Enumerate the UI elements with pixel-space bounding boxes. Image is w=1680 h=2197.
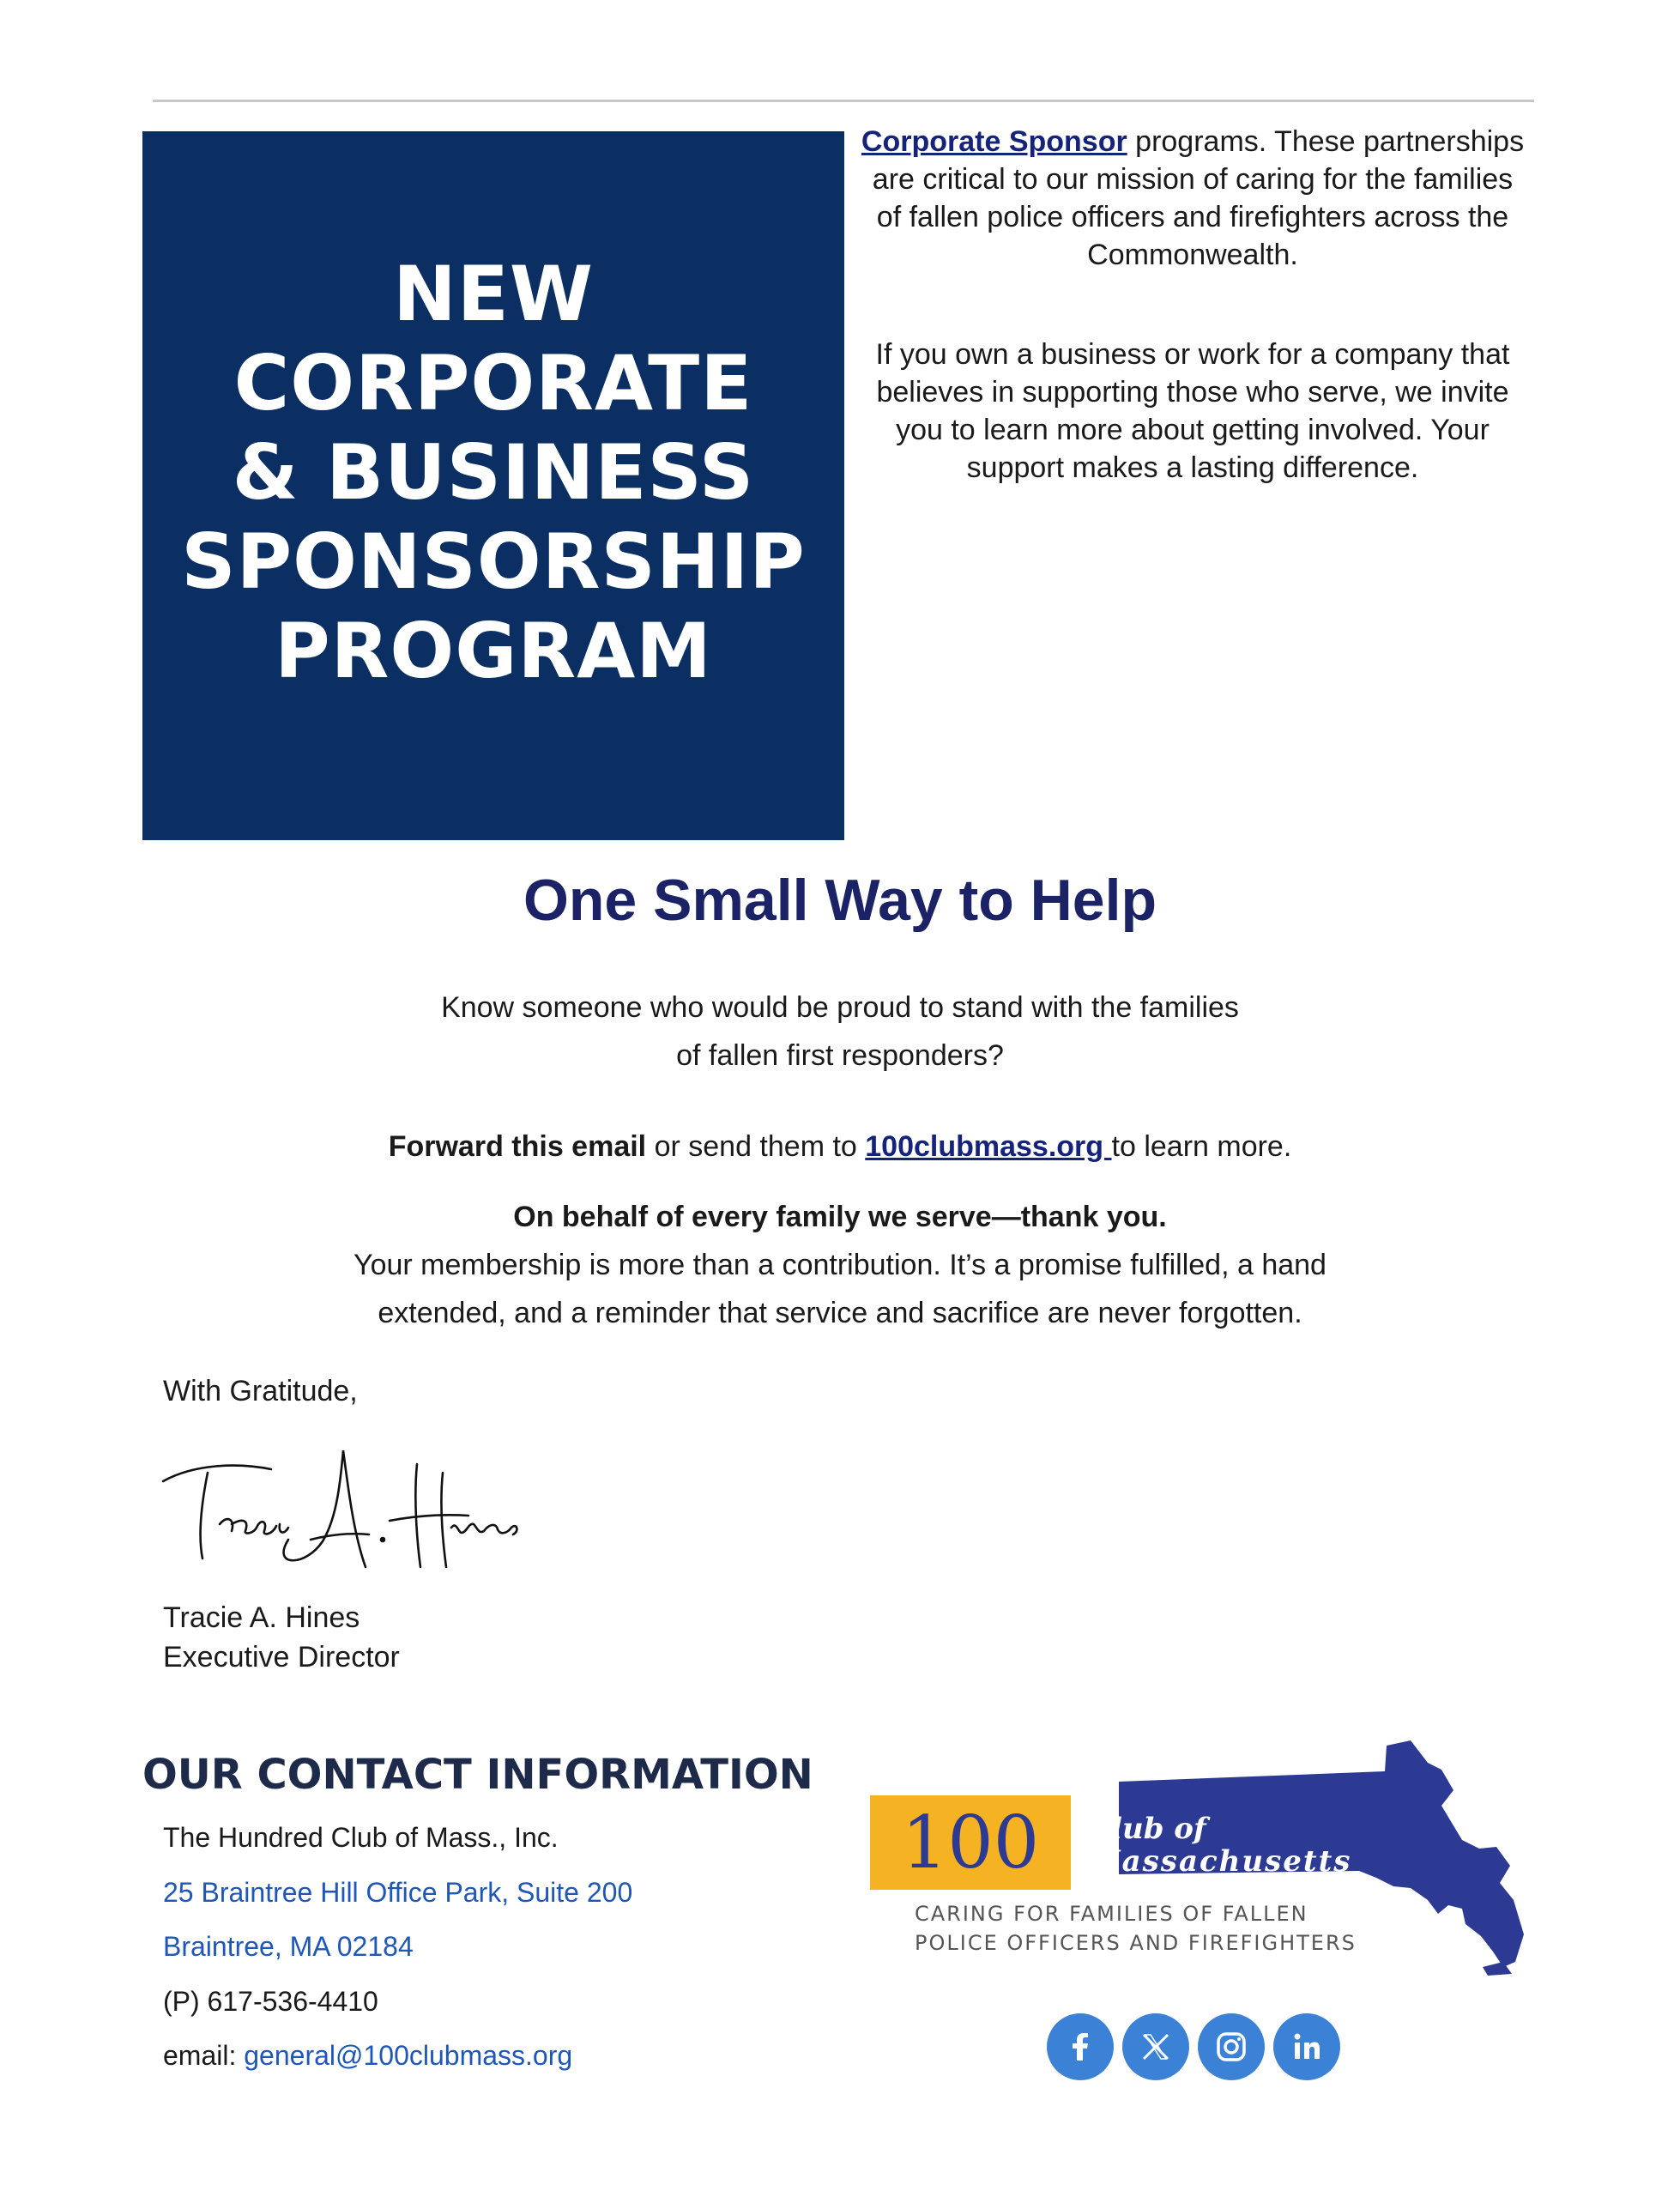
thanks-block — [0, 1193, 1680, 1337]
closing-salutation: With Gratitude, — [163, 1375, 358, 1407]
banner-line-1: NEW — [393, 250, 594, 338]
banner-line-4: SPONSORSHIP — [181, 517, 806, 606]
thanks-line-1: Your membership is more than a contribution. It’s a promise fulfilled, a hand — [354, 1249, 1326, 1281]
email-line — [163, 2029, 632, 2084]
x-icon[interactable] — [1122, 2013, 1189, 2080]
ask-question — [0, 984, 1680, 1080]
logo-name-1: Club of — [1088, 1812, 1206, 1846]
banner-line-5: PROGRAM — [275, 607, 712, 695]
linkedin-icon[interactable] — [1273, 2013, 1340, 2080]
thanks-heading: On behalf of every family we serve—thank you. — [513, 1201, 1167, 1233]
logo-name-2: Massachusetts — [1088, 1844, 1352, 1879]
corporate-sponsor-link[interactable]: Corporate Sponsor — [861, 125, 1127, 158]
address-line-1[interactable]: 25 Braintree Hill Office Park, Suite 200 — [163, 1876, 633, 1908]
facebook-icon[interactable] — [1047, 2013, 1114, 2080]
signer-block — [163, 1598, 400, 1677]
top-divider — [153, 100, 1534, 102]
ask-line-1: Know someone who would be proud to stand with the families — [441, 991, 1239, 1024]
sponsorship-banner — [142, 131, 844, 840]
contact-heading: OUR CONTACT INFORMATION — [142, 1751, 813, 1799]
intro-paragraph-2: If you own a business or work for a company that believes in supporting those who serve, we invite you to learn more about getting involved. Your support makes a lasting difference. — [875, 338, 1510, 484]
handwritten-signature — [160, 1438, 571, 1584]
signer-name: Tracie A. Hines — [163, 1601, 360, 1634]
ask-line-2: of fallen first responders? — [676, 1039, 1004, 1072]
website-link[interactable]: 100clubmass.org — [865, 1130, 1112, 1163]
club-logo — [861, 1737, 1531, 1977]
email-link[interactable]: general@100clubmass.org — [244, 2040, 573, 2071]
banner-line-2: CORPORATE — [233, 339, 753, 427]
social-links — [1047, 2013, 1340, 2080]
phone-number: (P) 617-536-4410 — [163, 1985, 378, 2017]
section-headline: One Small Way to Help — [523, 868, 1157, 933]
logo-tagline-1: CARING FOR FAMILIES OF FALLEN — [915, 1902, 1308, 1926]
forward-end: to learn more. — [1111, 1130, 1292, 1163]
thanks-line-2: extended, and a reminder that service and sacrifice are never forgotten. — [378, 1297, 1302, 1329]
logo-tagline-2: POLICE OFFICERS AND FIREFIGHTERS — [915, 1931, 1357, 1955]
forward-bold: Forward this email — [388, 1130, 647, 1163]
banner-line-3: & BUSINESS — [232, 428, 755, 517]
logo-number: 100 — [901, 1801, 1040, 1885]
email-label: email: — [163, 2040, 245, 2071]
intro-text — [858, 123, 1527, 487]
forward-line — [0, 1123, 1680, 1171]
banner-title — [181, 250, 806, 722]
signer-title: Executive Director — [163, 1641, 400, 1673]
address-line-2[interactable]: Braintree, MA 02184 — [163, 1931, 414, 1962]
instagram-icon[interactable] — [1198, 2013, 1265, 2080]
contact-details — [163, 1811, 632, 2084]
intro-paragraph-1 — [858, 123, 1527, 274]
org-name: The Hundred Club of Mass., Inc. — [163, 1822, 559, 1853]
forward-mid: or send them to — [646, 1130, 866, 1163]
intro-p1-text: programs. These partnerships are critical to our mission of caring for the families of fallen police officers and firefighters across the Commonwealth. — [872, 125, 1525, 271]
